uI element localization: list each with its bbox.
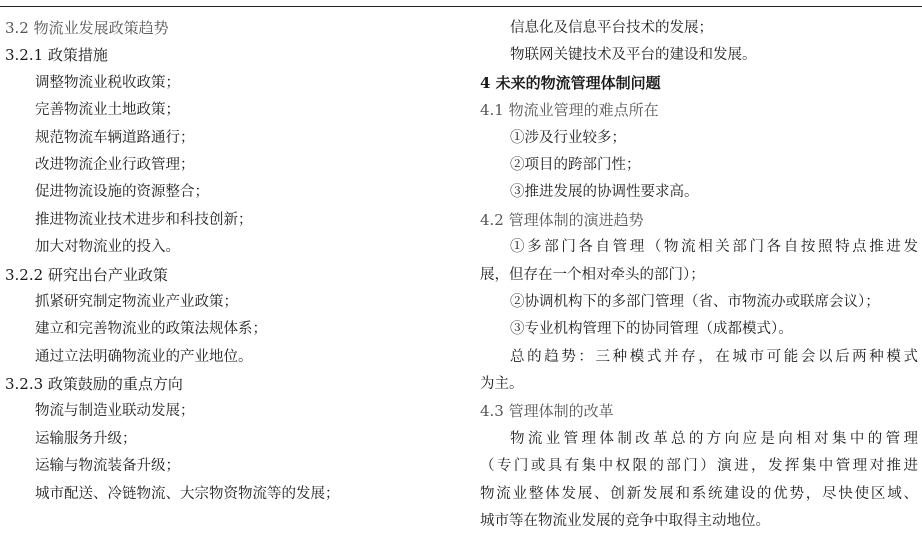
list-item: 城市配送、冷链物流、大宗物资物流等的发展； bbox=[35, 485, 340, 502]
list-item: 运输与物流装备升级； bbox=[35, 458, 180, 475]
paragraph-line: ②协调机构下的多部门管理（省、市物流办或联席会议）； bbox=[510, 293, 880, 310]
list-item: 规范物流车辆道路通行； bbox=[35, 129, 195, 146]
list-item: 调整物流业税收政策； bbox=[35, 74, 180, 91]
paragraph-line: 为主。 bbox=[480, 376, 524, 393]
paragraph-line: 物流业整体发展、创新发展和系统建设的优势，尽快使区域、 bbox=[480, 485, 918, 502]
list-item: 抓紧研究制定物流业产业政策； bbox=[35, 293, 238, 310]
list-item: 加大对物流业的投入。 bbox=[35, 239, 180, 256]
top-rule bbox=[0, 6, 922, 7]
list-item: 通过立法明确物流业的产业地位。 bbox=[35, 348, 253, 365]
section-heading-4-3: 4.3 管理体制的改革 bbox=[480, 402, 614, 421]
list-item: 物联网关键技术及平台的建设和发展。 bbox=[510, 47, 757, 64]
paragraph-line: 城市等在物流业发展的竞争中取得主动地位。 bbox=[480, 513, 770, 530]
section-heading-4-2: 4.2 管理体制的演进趋势 bbox=[480, 210, 644, 229]
list-item: 完善物流业土地政策； bbox=[35, 102, 180, 119]
section-heading-4: 4 未来的物流管理体制问题 bbox=[480, 73, 661, 92]
list-item: 建立和完善物流业的政策法规体系； bbox=[35, 321, 267, 338]
section-heading-4-1: 4.1 物流业管理的难点所在 bbox=[480, 101, 659, 120]
paragraph-line: 物流业管理体制改革总的方向应是向相对集中的管理 bbox=[510, 430, 918, 447]
paragraph-line: ③专业机构管理下的协同管理（成都模式）。 bbox=[510, 321, 793, 338]
paragraph-line: ①多部门各自管理（物流相关部门各自按照特点推进发 bbox=[510, 239, 918, 256]
section-heading-3-2: 3.2 物流业发展政策趋势 bbox=[5, 19, 169, 37]
list-item: ②项目的跨部门性； bbox=[510, 156, 641, 173]
section-heading-3-2-3: 3.2.3 政策鼓励的重点方向 bbox=[5, 375, 183, 394]
list-item: 促进物流设施的资源整合； bbox=[35, 184, 209, 201]
list-item: 改进物流企业行政管理； bbox=[35, 156, 195, 173]
list-item: 推进物流业技术进步和科技创新； bbox=[35, 211, 253, 228]
list-item: ③推进发展的协调性要求高。 bbox=[510, 184, 699, 201]
right-column bbox=[480, 15, 918, 535]
paragraph-line: 总的趋势：三种模式并存，在城市可能会以后两种模式 bbox=[510, 348, 918, 365]
paragraph-line: 展，但存在一个相对牵头的部门）； bbox=[480, 266, 705, 283]
left-column bbox=[5, 15, 475, 508]
list-item: ①涉及行业较多； bbox=[510, 129, 626, 146]
section-heading-3-2-2: 3.2.2 研究出台产业政策 bbox=[5, 265, 168, 284]
list-item: 运输服务升级； bbox=[35, 430, 137, 447]
section-heading-3-2-1: 3.2.1 政策措施 bbox=[5, 46, 108, 65]
paragraph-line: （专门或具有集中权限的部门）演进，发挥集中管理对推进 bbox=[480, 458, 918, 475]
list-item: 信息化及信息平台技术的发展； bbox=[510, 20, 713, 36]
list-item: 物流与制造业联动发展； bbox=[35, 403, 195, 420]
